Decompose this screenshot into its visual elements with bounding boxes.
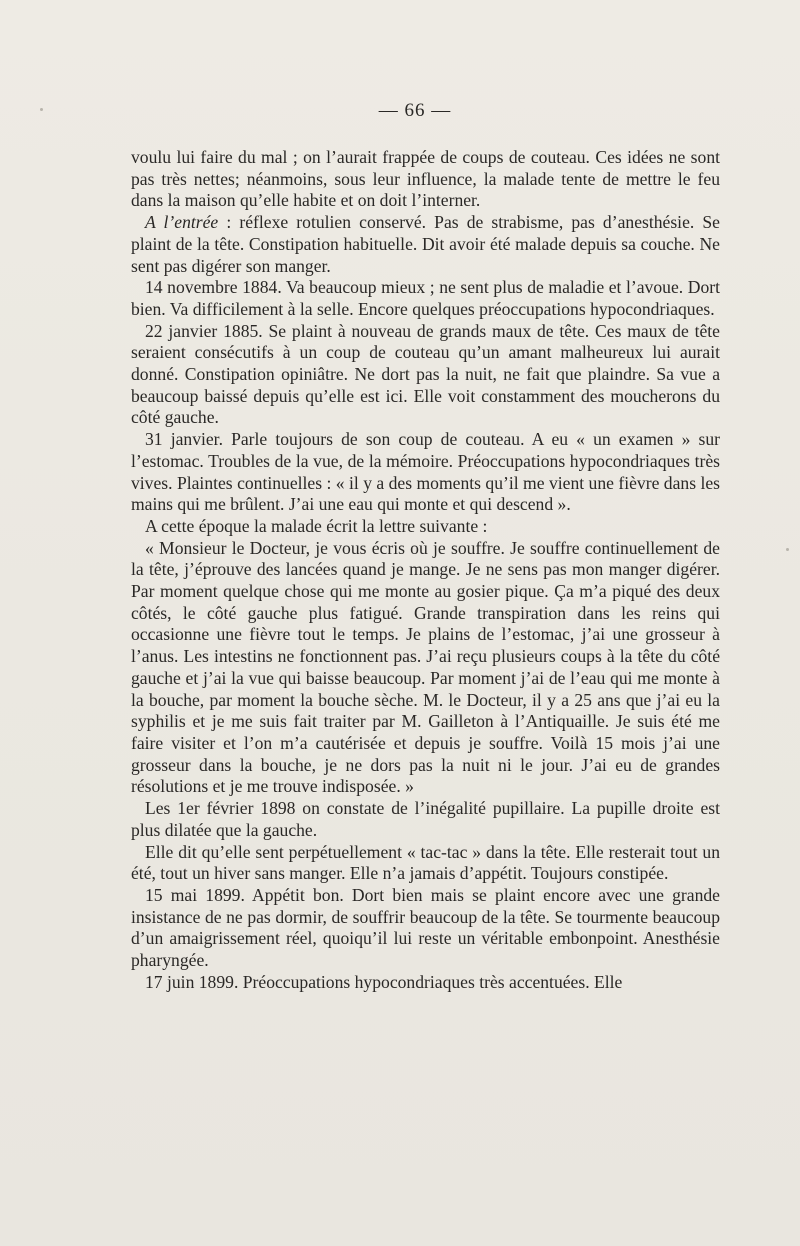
- paragraph: 14 novembre 1884. Va beaucoup mieux ; ne sent plus de maladie et l’avoue. Dort bien. Va difficilement à la selle. Encore quelques préoccupations hypocondriaques.: [131, 277, 720, 319]
- page-number: — 66 —: [378, 100, 452, 121]
- paragraph: A cette époque la malade écrit la lettre suivante :: [145, 515, 488, 536]
- paragraph: Les 1er février 1898 on constate de l’inégalité pupillaire. La pupille droite est plus dilatée que la gauche.: [131, 798, 720, 840]
- paragraph: 22 janvier 1885. Se plaint à nouveau de grands maux de tête. Ces maux de tête seraient consécutifs à un coup de couteau qu’un amant malheureux lui aurait donné. Constipation opiniâtre. Ne dort pas la nuit, ne fait que plaindre. Sa vue a beaucoup baissé depuis qu’elle est ici. Elle voit constamment des moucherons du côté gauche.: [131, 320, 720, 428]
- paragraph: 31 janvier. Parle toujours de son coup de couteau. A eu « un examen » sur l’estomac. Troubles de la vue, de la mémoire. Préoccupations hypocondriaques très vives. Plaintes continuelles : « il y a des moments qu’il me vient une fièvre dans les mains qui me brûlent. J’ai une eau qui monte et qui descend ».: [131, 429, 720, 515]
- paragraph-lead: A l’entrée: [145, 212, 219, 233]
- paragraph: voulu lui faire du mal ; on l’aurait frappée de coups de couteau. Ces idées ne sont pas très nettes; néanmoins, sous leur influence, la malade tente de mettre le feu dans la maison qu’elle habite et on doit l’interner.: [131, 147, 720, 211]
- paragraph: A l’entrée : réflexe rotulien conservé. Pas de strabisme, pas d’anesthésie. Se plaint de la tête. Constipation habituelle. Dit avoir été malade depuis sa couche. Ne sent pas digérer son manger.: [131, 212, 720, 276]
- paper-speck: [786, 548, 789, 551]
- paragraph: 17 juin 1899. Préoccupations hypocondriaques très accentuées. Elle: [145, 971, 623, 992]
- paragraph: Elle dit qu’elle sent perpétuellement « tac-tac » dans la tête. Elle resterait tout un été, tout un hiver sans manger. Elle n’a jamais d’appétit. Toujours constipée.: [131, 841, 720, 884]
- quoted-letter: « Monsieur le Docteur, je vous écris où je souffre. Je souffre continuellement de la tête, j’éprouve des lancées quand je mange. Je ne sens pas mon manger digérer. Par moment quelque chose qui me monte au gosier pique. Ça m’a piqué des deux côtés, le côté gauche plus fatigué. Grande transpiration dans les reins qui occasionne une fièvre tout le temps. Je plains de l’estomac, j’ai une grosseur à l’anus. Les intestins ne fonctionnent pas. J’ai reçu plusieurs coups à la tête du côté gauche et j’ai la vue qui baisse beaucoup. Par moment j’ai de l’eau qui me monte à la bouche, par moment la bouche sèche. M. le Docteur, il y a 25 ans que j’ai eu la syphilis et je me suis fait traiter par M. Gailleton à l’Antiquaille. Je suis été me faire visiter et l’on m’a cautérisée et depuis je souffre. Voilà 15 mois j’ai une grosseur dans la bouche, je ne dors pas la nuit ni le jour. J’ai eu de grandes résolutions et je me trouve indisposée. »: [131, 537, 720, 797]
- body-text: [131, 147, 720, 993]
- paragraph: 15 mai 1899. Appétit bon. Dort bien mais se plaint encore avec une grande insistance de ne pas dormir, de souffrir beaucoup de la tête. Se tourmente beaucoup d’un amaigrissement réel, quoiqu’il lui reste un véritable embonpoint. Anesthésie pharyngée.: [131, 884, 720, 971]
